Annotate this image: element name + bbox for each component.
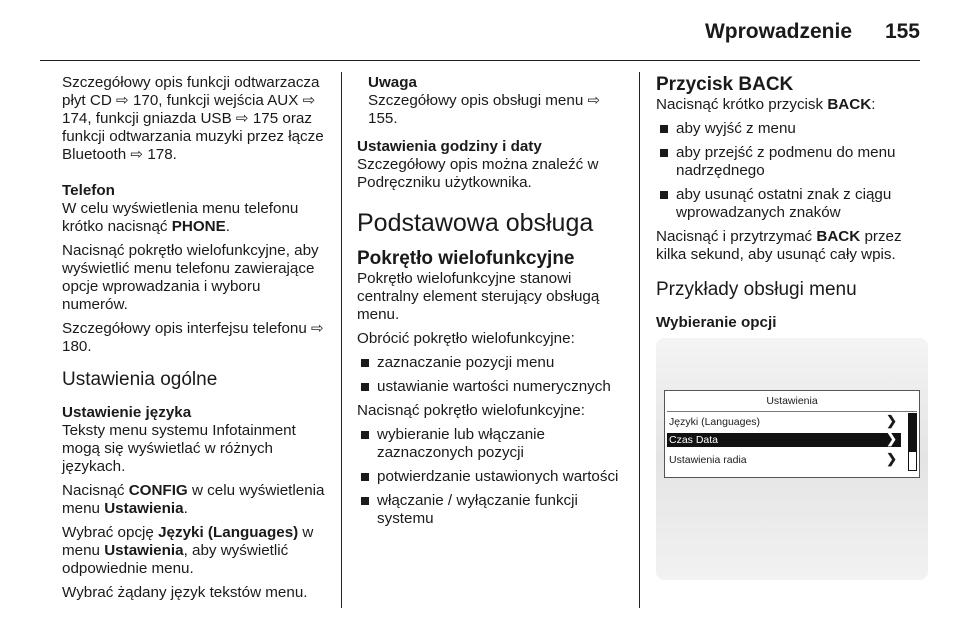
page-header (0, 0, 960, 60)
jezyk-paragraph-3: Wybrać opcję Języki (Languages) w menu Ustawienia, aby wyświetlić odpowiednie menu. (62, 524, 314, 577)
menu-item-time-date: Czas Data ❯ (667, 433, 901, 447)
back-heading: Przycisk BACK (656, 74, 794, 95)
list-item: wybieranie lub włączanie zaznaczonych pozycji (357, 426, 629, 462)
menu-item-radio-settings: Ustawienia radia ❯ (669, 451, 897, 466)
wybieranie-heading: Wybieranie opcji (656, 314, 777, 331)
cd-aux-usb-paragraph: Szczegółowy opis funkcji odtwarzacza płyt CD ⇨ 170, funkcji wejścia AUX ⇨ 174, funkcji gniazda USB ⇨ 175 oraz funkcji odtwarzania muzyki przez łącze Bluetooth ⇨ 178. (62, 74, 324, 163)
list-item: potwierdzanie ustawionych wartości (357, 468, 629, 486)
chevron-right-icon: ❯ (886, 451, 897, 466)
podstawowa-heading: Podstawowa obsługa (357, 209, 594, 237)
back-list (656, 120, 930, 222)
list-item: aby usunąć ostatni znak z ciągu wprowadzanych znaków (656, 186, 930, 222)
list-item: aby wyjść z menu (656, 120, 930, 138)
list-item: ustawianie wartości numerycznych (357, 378, 629, 396)
column-2 (357, 74, 629, 534)
column-1 (62, 74, 330, 608)
column-3 (656, 74, 930, 332)
jezyk-paragraph-1: Teksty menu systemu Infotainment mogą się wyświetlać w różnych językach. (62, 422, 296, 475)
pokretlo-paragraph: Pokrętło wielofunkcyjne stanowi centralny element sterujący obsługą menu. (357, 270, 600, 323)
menu-divider (667, 411, 917, 412)
telefon-heading: Telefon (62, 182, 115, 199)
jezyk-heading: Ustawienie języka (62, 404, 192, 421)
pokretlo-heading: Pokrętło wielofunkcyjne (357, 248, 575, 269)
godzina-text: Szczegółowy opis można znaleźć w Podręczniku użytkownika. (357, 156, 599, 191)
page-title: Wprowadzenie (704, 20, 852, 43)
chevron-right-icon: ❯ (886, 413, 897, 428)
obrocic-list (357, 354, 629, 396)
list-item: włączanie / wyłączanie funkcji systemu (357, 492, 629, 528)
column-divider-2 (639, 72, 640, 608)
przyklady-heading: Przykłady obsługi menu (656, 279, 857, 300)
menu-scrollbar-thumb (909, 414, 916, 452)
nacisnac-text: Nacisnąć pokrętło wielofunkcyjne: (357, 402, 585, 419)
chevron-right-icon: ❯ (886, 431, 897, 446)
uwaga-note (357, 74, 629, 128)
nacisnac-list (357, 426, 629, 528)
godzina-heading: Ustawienia godziny i daty (357, 138, 542, 155)
telefon-paragraph-1: W celu wyświetlenia menu telefonu krótko nacisnąć PHONE. (62, 200, 299, 235)
back-paragraph-1: Nacisnąć krótko przycisk BACK: (656, 96, 876, 113)
menu-item-languages: Języki (Languages) ❯ (669, 413, 897, 428)
header-rule (40, 60, 920, 61)
settings-menu-title: Ustawienia (766, 395, 818, 407)
jezyk-paragraph-4: Wybrać żądany język tekstów menu. (62, 584, 308, 601)
ustawienia-ogolne-heading: Ustawienia ogólne (62, 369, 218, 390)
settings-menu-panel (664, 390, 920, 478)
obrocic-text: Obrócić pokrętło wielofunkcyjne: (357, 330, 575, 347)
uwaga-heading: Uwaga (368, 74, 417, 91)
list-item: aby przejść z podmenu do menu nadrzędnego (656, 144, 930, 180)
back-paragraph-2: Nacisnąć i przytrzymać BACK przez kilka sekund, aby usunąć cały wpis. (656, 228, 902, 263)
uwaga-text: Szczegółowy opis obsługi menu ⇨ 155. (368, 92, 601, 127)
page-number: 155 (884, 20, 920, 43)
telefon-paragraph-3: Szczegółowy opis interfejsu telefonu ⇨ 180. (62, 320, 324, 355)
jezyk-paragraph-2: Nacisnąć CONFIG w celu wyświetlenia menu Ustawienia. (62, 482, 325, 517)
telefon-paragraph-2: Nacisnąć pokrętło wielofunkcyjne, aby wyświetlić menu telefonu zawierające opcje wprowadzania i wyboru numerów. (62, 242, 319, 313)
list-item: zaznaczanie pozycji menu (357, 354, 629, 372)
menu-scrollbar (908, 413, 917, 471)
column-divider-1 (341, 72, 342, 608)
infotainment-screen-illustration (656, 338, 928, 580)
